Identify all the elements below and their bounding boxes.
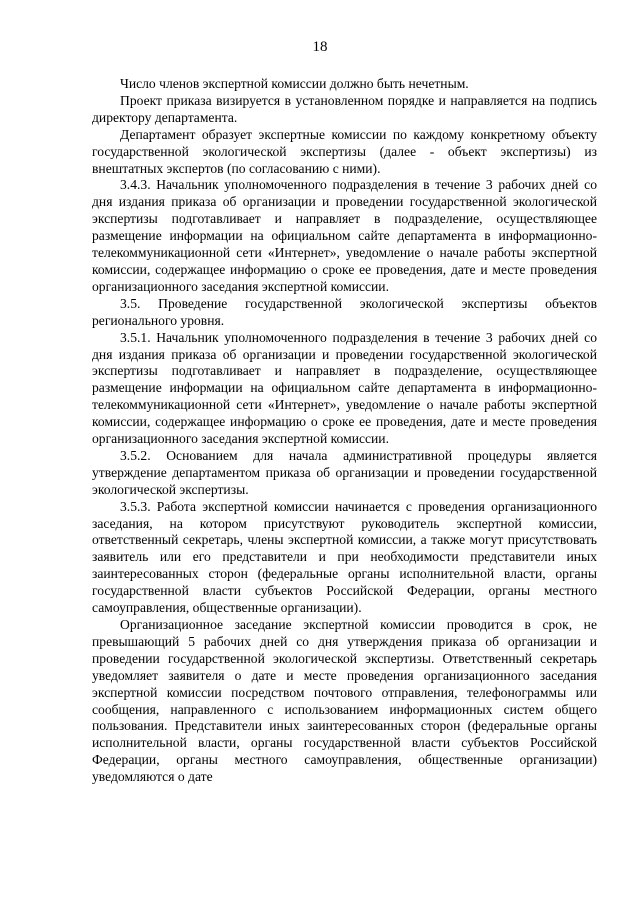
- paragraph-commission-formation: Департамент образует экспертные комиссии по каждому конкретному объекту государственной экологической экспертизы (далее - объект экспертизы) из внештатных экспертов (по согласованию с ними).: [92, 126, 597, 176]
- paragraph-3-5-2: 3.5.2. Основанием для начала административной процедуры является утверждение департаментом приказа об организации и проведении государственной экологической экспертизы.: [92, 447, 597, 497]
- paragraph-3-4-3: 3.4.3. Начальник уполномоченного подразделения в течение 3 рабочих дней со дня издания приказа об организации и проведении государственной экологической экспертизы подготавливает и направляет в подразделение, осуществляющее размещение информации на официальном сайте департамента в информационно-телекоммуникационной сети «Интернет», уведомление о начале работы экспертной комиссии, содержащее информацию о сроке ее проведения, дате и месте проведения организационного заседания экспертной комиссии.: [92, 177, 597, 294]
- paragraph-commission-members: Число членов экспертной комиссии должно быть нечетным.: [120, 76, 469, 91]
- document-body: [92, 76, 597, 786]
- page-number: 18: [312, 39, 328, 55]
- paragraph-3-5: 3.5. Проведение государственной экологической экспертизы объектов регионального уровня.: [92, 295, 597, 328]
- paragraph-order-draft: Проект приказа визируется в установленном порядке и направляется на подпись директору департамента.: [92, 92, 597, 125]
- paragraph-3-5-1: 3.5.1. Начальник уполномоченного подразделения в течение 3 рабочих дней со дня издания приказа об организации и проведении государственной экологической экспертизы подготавливает и направляет в подразделение, осуществляющее размещение информации на официальном сайте департамента в информационно-телекоммуникационной сети «Интернет», уведомление о начале работы экспертной комиссии, содержащее информацию о сроке ее проведения, дате и месте проведения организационного заседания экспертной комиссии.: [92, 329, 597, 447]
- paragraph-organizational-meeting: Организационное заседание экспертной комиссии проводится в срок, не превышающий 5 рабочих дней со дня утверждения приказа об организации и проведении государственной экологической экспертизы. Ответственный секретарь уведомляет заявителя о дате и месте проведения организационного заседания экспертной комиссии посредством почтового отправления, телефонограммы или сообщения, направленного с использованием информационных систем общего пользования. Представители иных заинтересованных сторон (федеральные органы исполнительной власти, органы государственной власти субъектов Российской Федерации, органы местного самоуправления, общественные организации) уведомляются о дате: [92, 617, 597, 785]
- paragraph-3-5-3: 3.5.3. Работа экспертной комиссии начинается с проведения организационного заседания, на котором присутствуют руководитель экспертной комиссии, ответственный секретарь, члены экспертной комиссии, а также могут присутствовать заявитель или его представители и при необходимости представители иных заинтересованных сторон (федеральные органы исполнительной власти, органы государственной власти субъектов Российской Федерации, органы местного самоуправления, общественные организации).: [92, 498, 597, 616]
